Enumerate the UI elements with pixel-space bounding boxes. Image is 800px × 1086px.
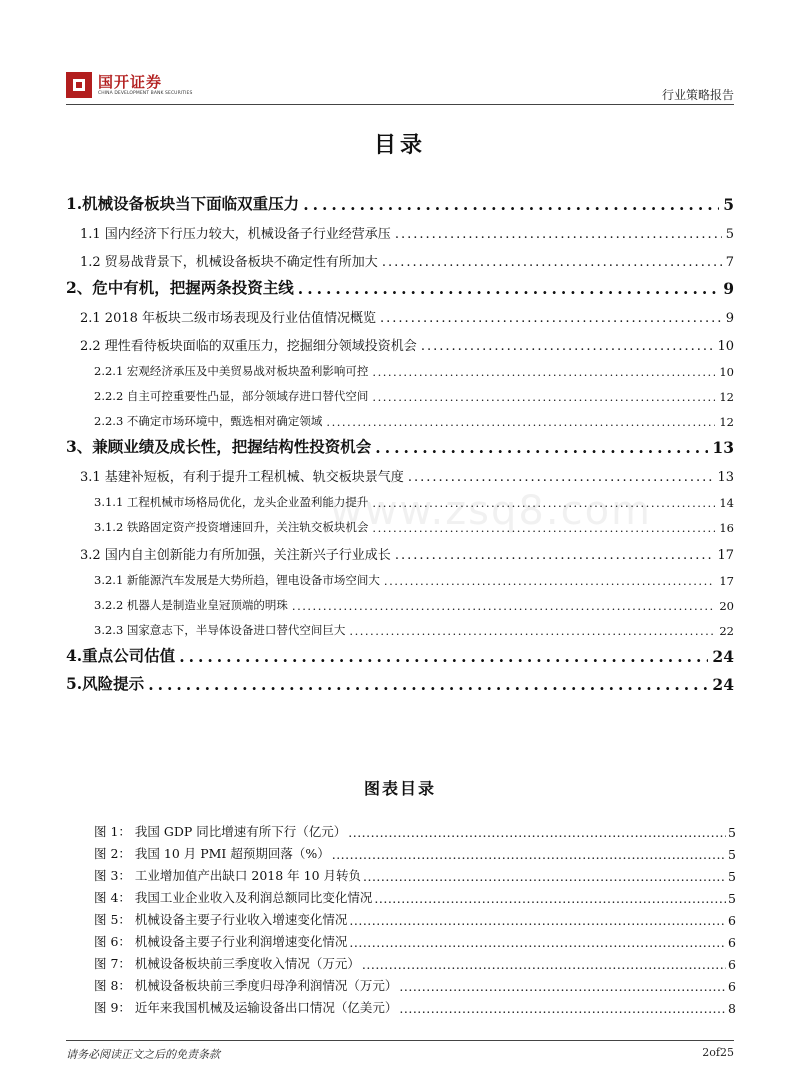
figure-entry[interactable] — [94, 818, 736, 840]
figure-dot-leader — [349, 913, 726, 928]
page-header — [66, 64, 734, 106]
figure-dot-leader — [363, 869, 726, 884]
toc-dot-leader — [382, 255, 722, 270]
figure-entry[interactable] — [94, 840, 736, 862]
toc-entry-title: 1.1 国内经济下行压力较大，机械设备子行业经营承压 — [80, 227, 391, 242]
figure-dot-leader — [374, 891, 726, 906]
toc-entry-title: 3、兼顾业绩及成长性，把握结构性投资机会 — [66, 437, 372, 456]
toc-entry-title: 2.1 2018 年板块二级市场表现及行业估值情况概览 — [80, 311, 377, 326]
toc-dot-leader — [326, 415, 715, 429]
figure-entry-title: 图 3： 工业增加值产出缺口 2018 年 10 月转负 — [94, 868, 362, 883]
figure-entry-title: 图 8： 机械设备板块前三季度归母净利润情况（万元） — [94, 978, 398, 993]
toc-entry[interactable] — [66, 429, 734, 457]
toc-entry-title: 3.1.1 工程机械市场格局优化，龙头企业盈利能力提升 — [94, 495, 369, 509]
toc-entry[interactable] — [66, 666, 734, 694]
figure-list-title: 图表目录 — [363, 779, 436, 798]
toc-dot-leader — [408, 470, 714, 485]
figure-entry-page: 6 — [728, 957, 736, 972]
figure-entry[interactable] — [94, 884, 736, 906]
toc-entry-title: 2.2 理性看待板块面临的双重压力，挖掘细分领域投资机会 — [80, 339, 417, 354]
toc-entry[interactable] — [66, 404, 734, 429]
toc-entry[interactable] — [66, 270, 734, 298]
toc-entry-page: 22 — [719, 624, 734, 638]
toc-dot-leader — [395, 548, 714, 563]
toc-entry-page: 10 — [717, 339, 734, 354]
toc-entry-page: 7 — [725, 255, 734, 270]
toc-entry[interactable] — [66, 638, 734, 666]
toc-entry[interactable] — [66, 326, 734, 354]
toc-entry-title: 3.1.2 铁路固定资产投资增速回升，关注轨交板块机会 — [94, 520, 369, 534]
figure-entry-page: 6 — [728, 979, 736, 994]
toc-dot-leader — [380, 311, 722, 326]
toc-entry-page: 9 — [723, 279, 734, 298]
toc-entry-page: 13 — [717, 470, 734, 485]
figure-entry-page: 6 — [728, 935, 736, 950]
toc-entry-title: 3.2.2 机器人是制造业皇冠顶端的明珠 — [94, 598, 288, 612]
toc-entry-page: 17 — [719, 574, 734, 588]
figure-entry[interactable] — [94, 906, 736, 928]
toc-entry-title: 2、危中有机，把握两条投资主线 — [66, 278, 294, 297]
page-number: 2of25 — [702, 1046, 734, 1059]
figure-entry-page: 5 — [728, 891, 736, 906]
figure-entry-page: 5 — [728, 869, 736, 884]
toc-entry[interactable] — [66, 214, 734, 242]
toc-entry[interactable] — [66, 354, 734, 379]
figure-entry-title: 图 1： 我国 GDP 同比增速有所下行（亿元） — [94, 824, 347, 839]
toc-entry-page: 10 — [719, 365, 734, 379]
report-type-label: 行业策略报告 — [661, 88, 734, 102]
toc-entry-page: 12 — [719, 415, 734, 429]
toc-entry[interactable] — [66, 298, 734, 326]
figure-entry-page: 5 — [728, 825, 736, 840]
figure-entry[interactable] — [94, 994, 736, 1016]
toc-entry-title: 4.重点公司估值 — [66, 646, 176, 665]
toc-dot-leader — [384, 574, 715, 588]
figure-entry-title: 图 2： 我国 10 月 PMI 超预期回落（%） — [94, 846, 330, 861]
figure-dot-leader — [332, 847, 726, 862]
toc-entry-title: 2.2.1 宏观经济承压及中美贸易战对板块盈利影响可控 — [94, 364, 369, 378]
figure-entry-page: 6 — [728, 913, 736, 928]
logo-mark-icon — [66, 72, 92, 98]
figure-entry[interactable] — [94, 862, 736, 884]
toc-entry[interactable] — [66, 535, 734, 563]
figure-list — [94, 818, 736, 1016]
toc-dot-leader — [179, 647, 708, 666]
figure-entry-title: 图 5： 机械设备主要子行业收入增速变化情况 — [94, 912, 348, 927]
toc-title: 目录 — [373, 132, 426, 158]
toc-dot-leader — [395, 227, 722, 242]
toc-entry-title: 3.1 基建补短板，有利于提升工程机械、轨交板块景气度 — [80, 470, 404, 485]
footer-disclaimer: 请务必阅读正文之后的免责条款 — [66, 1048, 220, 1061]
logo-english-name: CHINA DEVELOPMENT BANK SECURITIES — [98, 90, 193, 96]
logo-chinese-name: 国开证券 — [98, 72, 163, 91]
toc-entry-page: 17 — [717, 548, 734, 563]
toc-entry-title: 3.2.3 国家意志下，半导体设备进口替代空间巨大 — [94, 623, 346, 637]
figure-entry[interactable] — [94, 928, 736, 950]
toc-entry[interactable] — [66, 457, 734, 485]
toc-entry-page: 5 — [723, 195, 734, 214]
toc-entry-page: 24 — [712, 675, 734, 694]
toc-dot-leader — [421, 339, 714, 354]
toc-entry-title: 3.2.1 新能源汽车发展是大势所趋，锂电设备市场空间大 — [94, 573, 380, 587]
toc-entry-page: 20 — [719, 599, 734, 613]
toc-entry[interactable] — [66, 588, 734, 613]
toc-dot-leader — [375, 438, 708, 457]
toc-entry-title: 3.2 国内自主创新能力有所加强，关注新兴子行业成长 — [80, 548, 391, 563]
company-logo — [66, 72, 192, 98]
toc-entry-title: 5.风险提示 — [66, 674, 145, 693]
figure-dot-leader — [399, 979, 726, 994]
toc-entry[interactable] — [66, 613, 734, 638]
toc-dot-leader — [303, 195, 719, 214]
table-of-contents — [66, 186, 734, 694]
toc-entry-title: 1.机械设备板块当下面临双重压力 — [66, 194, 300, 213]
watermark: www.zsq8.com — [330, 488, 653, 534]
toc-dot-leader — [372, 390, 715, 404]
toc-entry-page: 12 — [719, 390, 734, 404]
toc-entry[interactable] — [66, 379, 734, 404]
figure-dot-leader — [362, 957, 726, 972]
toc-entry-title: 1.2 贸易战背景下，机械设备板块不确定性有所加大 — [80, 255, 378, 270]
toc-entry[interactable] — [66, 186, 734, 214]
toc-dot-leader — [298, 279, 719, 298]
toc-entry[interactable] — [66, 242, 734, 270]
figure-entry-title: 图 7： 机械设备板块前三季度收入情况（万元） — [94, 956, 360, 971]
toc-dot-leader — [349, 624, 715, 638]
footer-divider — [66, 1040, 734, 1041]
toc-entry-page: 13 — [712, 438, 734, 457]
toc-entry-page: 5 — [725, 227, 734, 242]
toc-entry-page: 9 — [725, 311, 734, 326]
toc-dot-leader — [148, 675, 708, 694]
toc-entry-page: 16 — [719, 521, 734, 535]
toc-entry-title: 2.2.3 不确定市场环境中，甄选相对确定领域 — [94, 414, 323, 428]
toc-dot-leader — [292, 599, 715, 613]
figure-dot-leader — [349, 935, 726, 950]
figure-dot-leader — [399, 1001, 726, 1016]
figure-entry-page: 5 — [728, 847, 736, 862]
toc-entry-page: 14 — [719, 496, 734, 510]
toc-entry[interactable] — [66, 563, 734, 588]
figure-entry-title: 图 9： 近年来我国机械及运输设备出口情况（亿美元） — [94, 1000, 398, 1015]
figure-dot-leader — [348, 825, 726, 840]
figure-entry-title: 图 6： 机械设备主要子行业利润增速变化情况 — [94, 934, 348, 949]
figure-entry-page: 8 — [728, 1001, 736, 1016]
toc-entry-title: 2.2.2 自主可控重要性凸显，部分领域存进口替代空间 — [94, 389, 369, 403]
header-divider — [66, 104, 734, 105]
figure-entry-title: 图 4： 我国工业企业收入及利润总额同比变化情况 — [94, 890, 373, 905]
toc-dot-leader — [372, 365, 715, 379]
figure-entry[interactable] — [94, 972, 736, 994]
toc-entry-page: 24 — [712, 647, 734, 666]
figure-entry[interactable] — [94, 950, 736, 972]
